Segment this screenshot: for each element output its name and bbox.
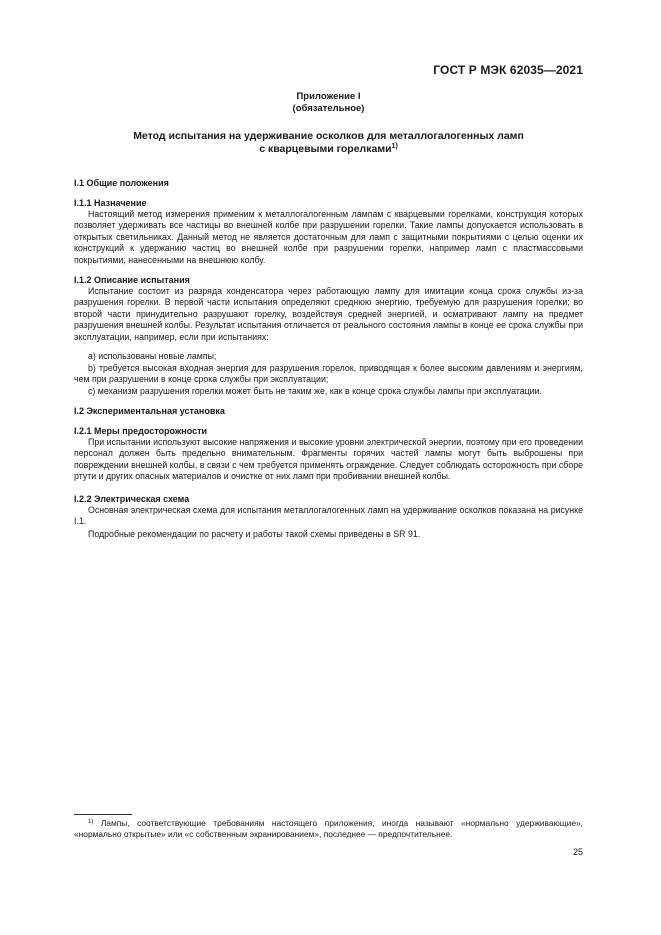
- method-title-line2-wrap: [74, 143, 583, 156]
- paragraph-circuit-1: Основная электрическая схема для испытания металлогалогенных ламп на удерживание осколков показана на рисунке I.1.: [74, 505, 583, 527]
- list-item-a: а) использованы новые лампы;: [88, 351, 217, 361]
- footnote: [74, 818, 583, 840]
- method-title-line1: Метод испытания на удерживание осколков для металлогалогенных ламп: [133, 130, 524, 142]
- document-code: ГОСТ Р МЭК 62035—2021: [433, 63, 583, 77]
- method-title: [74, 130, 583, 156]
- paragraph-circuit-2: Подробные рекомендации по расчету и работы такой схемы приведены в SR 91.: [88, 529, 421, 539]
- paragraph-precautions: При испытании используют высокие напряжения и высокие уровни электрической энергии, поэтому при его проведении персонал должен быть предельно внимательным. Фрагменты горячих частей лампы могут быть выброшены при повреждении внешней колбы, в связи с чем требуется применять ограждение. Следует соблюдать осторожность при сборе ртути и других опасных материалов и очистке от них ламп при пробивании внешней колбы.: [74, 437, 583, 482]
- section-heading-setup: I.2 Экспериментальная установка: [74, 406, 225, 416]
- annex-title: Приложение I: [296, 91, 361, 102]
- page-number: 25: [572, 847, 583, 857]
- list-item-b: b) требуется высокая входная энергия для разрушения горелок, приводящая к более высоким давлениям и энергиям, чем при разрушении в конце срока службы при эксплуатации;: [74, 363, 583, 385]
- section-heading-general: I.1 Общие положения: [74, 178, 169, 188]
- footnote-marker: 1): [88, 819, 94, 825]
- method-title-line2: с кварцевыми горелками: [259, 143, 392, 155]
- footnote-divider: [74, 814, 132, 815]
- paragraph-purpose: Настоящий метод измерения применим к металлогалогенным лампам с кварцевыми горелками, конструкция которых позволяет удерживать все частицы во внешней колбе при разрушении горелки. Такие лампы допускается использовать в открытых светильниках. Данный метод не является достаточным для ламп с защитными покрытиями с целью оценки их конструкций к удержанию частиц во внешней колбе при разрушении горелки, например ламп с пластмассовыми покрытиями, нанесенными на внешнюю колбу.: [74, 209, 583, 265]
- footnote-mark: 1): [391, 143, 398, 150]
- list-item-c: c) механизм разрушения горелки может быть не таким же, как в конце срока службы лампы при эксплуатации.: [88, 386, 542, 396]
- section-heading-circuit: I.2.2 Электрическая схема: [74, 494, 190, 504]
- section-heading-precautions: I.2.1 Меры предосторожности: [74, 426, 208, 436]
- section-heading-test-description: I.1.2 Описание испытания: [74, 275, 190, 285]
- footnote-text: Лампы, соответствующие требованиям настоящего приложения, иногда называют «нормально удерживающие», «нормально открытые» или «с собственным экранированием», последнее — предпочтительнее.: [74, 818, 583, 839]
- section-heading-purpose: I.1.1 Назначение: [74, 198, 147, 208]
- paragraph-test-description: Испытание состоит из разряда конденсатора через работающую лампу для имитации конца срока службы из-за разрушения горелки. В первой части испытания определяют среднюю энергию, требуемую для разрушения горелки; во второй части принудительно разрушают горелку, воздействуя средней энергией, и осматривают лампу на предмет разрушения внешней колбы. Результат испытания отличается от реального состояния лампы в конце ее срока службы при эксплуатации, например, если при испытаниях:: [74, 286, 583, 342]
- annex-status: (обязательное): [292, 103, 365, 114]
